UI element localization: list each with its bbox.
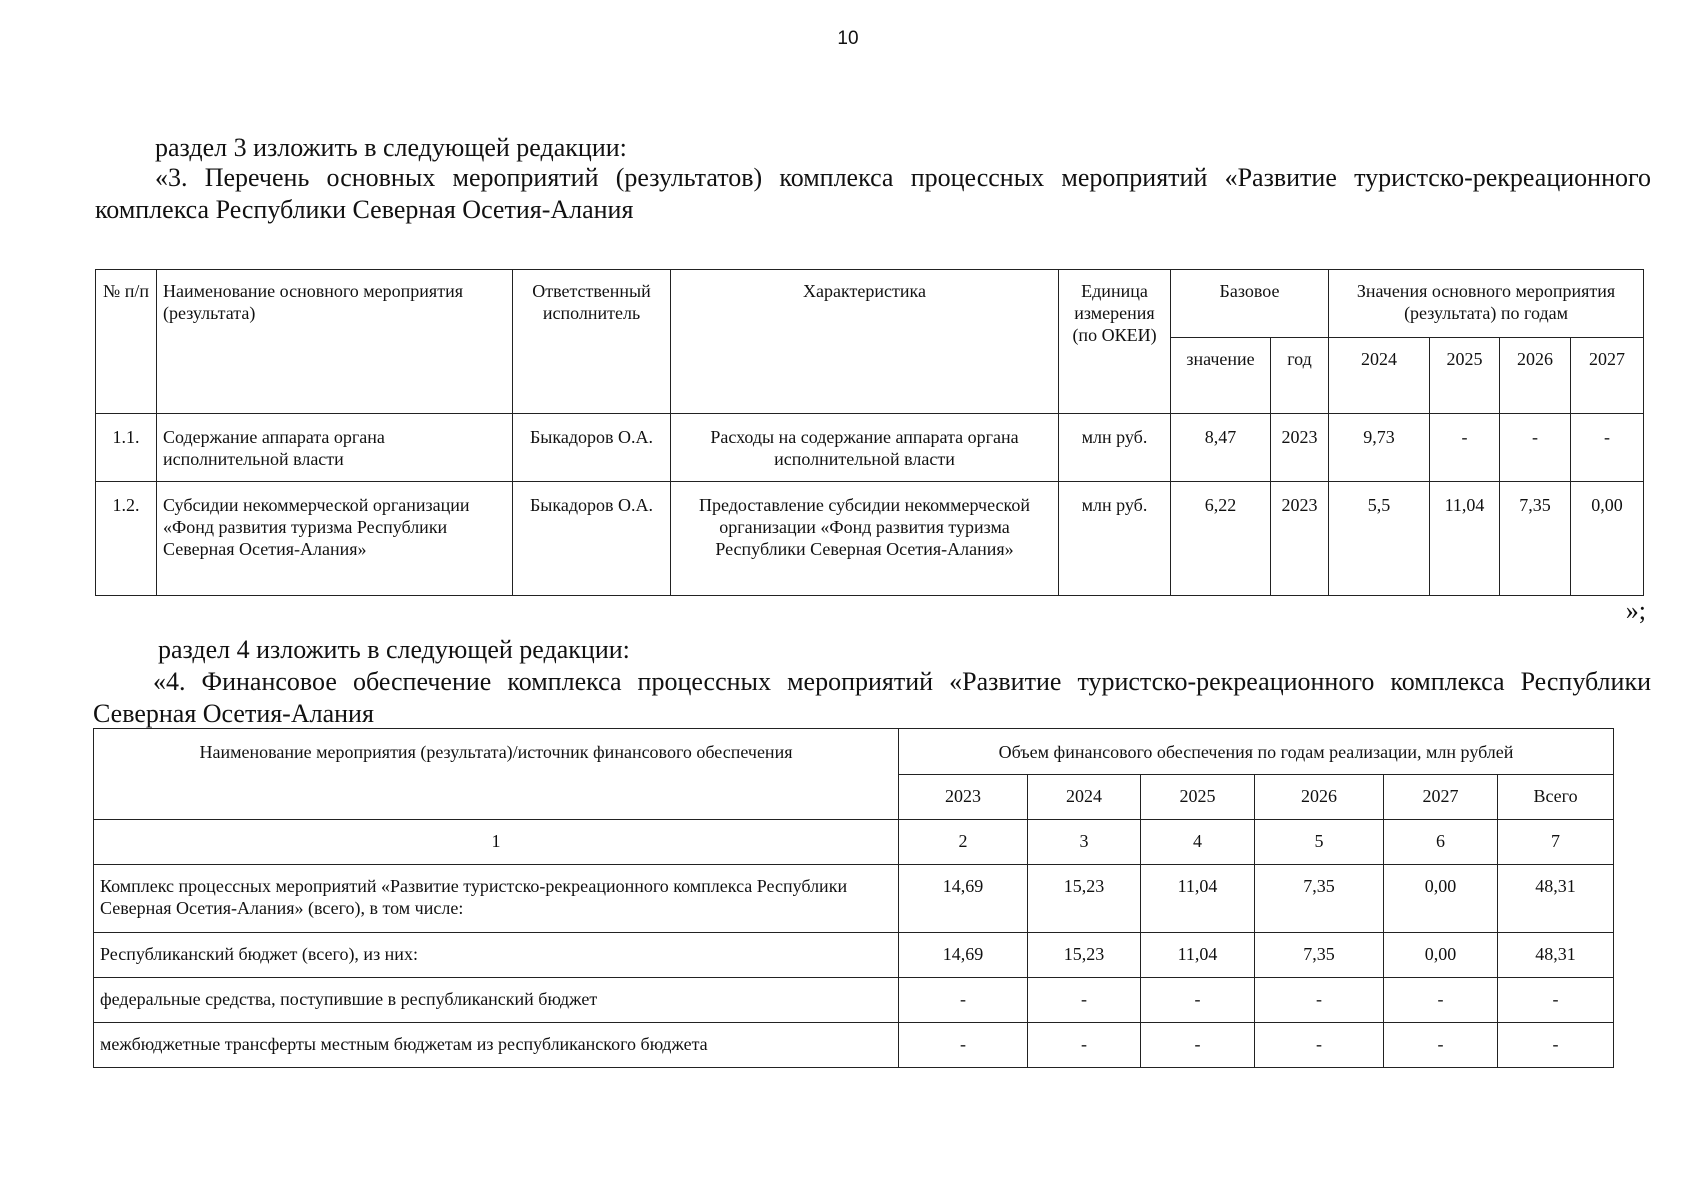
col-number: 5 — [1255, 820, 1384, 865]
row-value: 14,69 — [899, 933, 1028, 978]
row-value: 7,35 — [1500, 482, 1571, 596]
row-base-year: 2023 — [1271, 414, 1329, 482]
row-base-year: 2023 — [1271, 482, 1329, 596]
section3-heading: «3. Перечень основных мероприятий (результатов) комплекса процессных мероприятий «Развитие туристско-рекреационного комплекса Республики Северная Осетия-Алания — [95, 163, 1651, 224]
header-year: 2024 — [1028, 775, 1141, 820]
section3-closing: »; — [1625, 596, 1646, 625]
row-value: - — [1255, 1023, 1384, 1068]
col-number: 2 — [899, 820, 1028, 865]
row-name: Комплекс процессных мероприятий «Развитие туристско-рекреационного комплекса Республики Северная Осетия-Алания» (всего), в том числе: — [94, 865, 899, 933]
row-num: 1.1. — [96, 414, 157, 482]
row-value: 7,35 — [1255, 865, 1384, 933]
row-value: - — [1498, 978, 1614, 1023]
header-year: 2024 — [1329, 338, 1430, 414]
row-value: - — [1255, 978, 1384, 1023]
col-number: 4 — [1141, 820, 1255, 865]
header-year: 2026 — [1500, 338, 1571, 414]
row-value: - — [1430, 414, 1500, 482]
row-name: межбюджетные трансферты местным бюджетам из республиканского бюджета — [94, 1023, 899, 1068]
row-value: 11,04 — [1430, 482, 1500, 596]
row-name: Субсидии некоммерческой организации «Фонд развития туризма Республики Северная Осетия-Алания» — [157, 482, 513, 596]
page-number: 10 — [837, 28, 859, 49]
table-row — [96, 414, 1644, 482]
header-year: 2025 — [1430, 338, 1500, 414]
row-name: Республиканский бюджет (всего), из них: — [94, 933, 899, 978]
row-value: 48,31 — [1498, 933, 1614, 978]
table-row — [94, 1023, 1614, 1068]
col-number: 3 — [1028, 820, 1141, 865]
table-row — [94, 865, 1614, 933]
row-value: 15,23 — [1028, 865, 1141, 933]
header-characteristic: Характеристика — [671, 270, 1059, 414]
header-unit: Единица измерения (по ОКЕИ) — [1059, 270, 1171, 414]
row-value: - — [1141, 1023, 1255, 1068]
row-value: 0,00 — [1571, 482, 1644, 596]
header-values-by-year: Значения основного мероприятия (результата) по годам — [1329, 270, 1644, 338]
header-year: 2027 — [1571, 338, 1644, 414]
row-value: - — [1500, 414, 1571, 482]
header-responsible: Ответственный исполнитель — [513, 270, 671, 414]
section4-intro: раздел 4 изложить в следующей редакции: — [158, 635, 630, 664]
row-value: 48,31 — [1498, 865, 1614, 933]
header-base: Базовое — [1171, 270, 1329, 338]
section3-intro: раздел 3 изложить в следующей редакции: — [155, 133, 627, 162]
col-number: 6 — [1384, 820, 1498, 865]
row-value: - — [1571, 414, 1644, 482]
header-total: Всего — [1498, 775, 1614, 820]
row-value: 9,73 — [1329, 414, 1430, 482]
row-value: - — [1384, 1023, 1498, 1068]
row-value: - — [1028, 978, 1141, 1023]
row-characteristic: Предоставление субсидии некоммерческой организации «Фонд развития туризма Республики Северная Осетия-Алания» — [671, 482, 1059, 596]
row-name: федеральные средства, поступившие в республиканский бюджет — [94, 978, 899, 1023]
header-num: № п/п — [96, 270, 157, 414]
row-unit: млн руб. — [1059, 414, 1171, 482]
row-responsible: Быкадоров О.А. — [513, 414, 671, 482]
row-num: 1.2. — [96, 482, 157, 596]
col-number: 7 — [1498, 820, 1614, 865]
header-name: Наименование основного мероприятия (результата) — [157, 270, 513, 414]
header-year: 2025 — [1141, 775, 1255, 820]
row-value: 5,5 — [1329, 482, 1430, 596]
row-value: 15,23 — [1028, 933, 1141, 978]
row-value: 11,04 — [1141, 865, 1255, 933]
row-value: 14,69 — [899, 865, 1028, 933]
row-value: 11,04 — [1141, 933, 1255, 978]
header-base-year: год — [1271, 338, 1329, 414]
header-volume: Объем финансового обеспечения по годам реализации, млн рублей — [899, 729, 1614, 775]
row-value: - — [899, 1023, 1028, 1068]
header-year: 2026 — [1255, 775, 1384, 820]
header-base-value: значение — [1171, 338, 1271, 414]
row-value: 0,00 — [1384, 865, 1498, 933]
table-row — [96, 482, 1644, 596]
header-year: 2027 — [1384, 775, 1498, 820]
row-value: - — [1498, 1023, 1614, 1068]
column-number-row — [94, 820, 1614, 865]
row-value: - — [1141, 978, 1255, 1023]
row-value: 7,35 — [1255, 933, 1384, 978]
row-characteristic: Расходы на содержание аппарата органа исполнительной власти — [671, 414, 1059, 482]
row-value: - — [899, 978, 1028, 1023]
row-base-value: 6,22 — [1171, 482, 1271, 596]
table-row — [94, 933, 1614, 978]
row-name: Содержание аппарата органа исполнительной власти — [157, 414, 513, 482]
row-unit: млн руб. — [1059, 482, 1171, 596]
header-year: 2023 — [899, 775, 1028, 820]
row-base-value: 8,47 — [1171, 414, 1271, 482]
row-responsible: Быкадоров О.А. — [513, 482, 671, 596]
col-number: 1 — [94, 820, 899, 865]
row-value: - — [1028, 1023, 1141, 1068]
row-value: 0,00 — [1384, 933, 1498, 978]
section4-table — [93, 728, 1614, 1068]
table-row — [94, 978, 1614, 1023]
section4-heading: «4. Финансовое обеспечение комплекса процессных мероприятий «Развитие туристско-рекреационного комплекса Республики Северная Осетия-Алания — [93, 667, 1651, 728]
row-value: - — [1384, 978, 1498, 1023]
header-name: Наименование мероприятия (результата)/источник финансового обеспечения — [94, 729, 899, 820]
section3-table — [95, 269, 1644, 596]
